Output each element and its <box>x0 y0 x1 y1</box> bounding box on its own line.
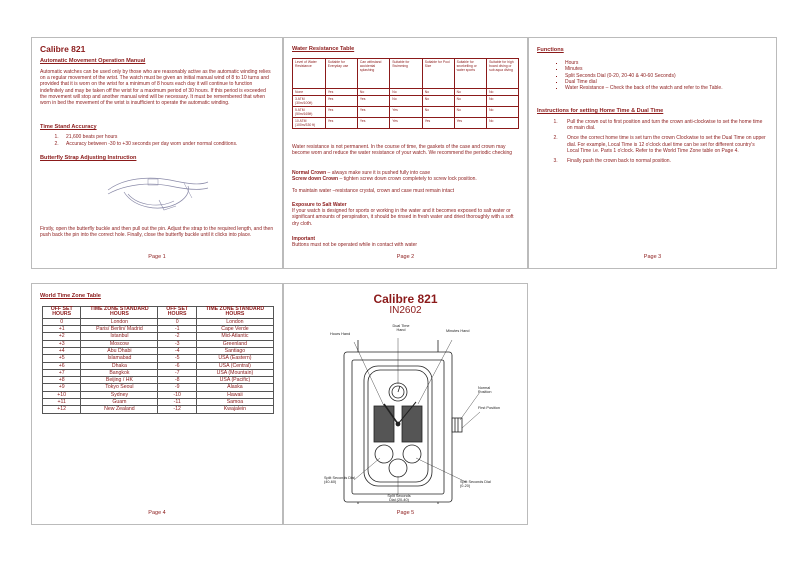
table-cell: +11 <box>43 399 81 406</box>
table-row <box>293 118 519 129</box>
table-cell: -2 <box>158 333 196 340</box>
label-hours-hand: Hours Hand <box>330 332 351 336</box>
label-normal-position: Normal Position <box>478 386 492 395</box>
list-item: ▪ Minutes <box>565 66 768 72</box>
table-row <box>43 362 274 369</box>
list-item: ▪ Hours <box>565 60 768 66</box>
table-cell: Beijing / HK <box>81 377 158 384</box>
table-cell: 5 ATM (50m/165ft) <box>293 107 326 118</box>
table-cell: +9 <box>43 384 81 391</box>
table-cell: Mid-Atlantic <box>196 333 273 340</box>
page5-title: Calibre 821 <box>373 292 438 306</box>
table-header-row <box>293 59 519 89</box>
table-row <box>43 391 274 398</box>
table-cell: +2 <box>43 333 81 340</box>
list-item: ▪ Split Seconds Dial (0-20, 20-40 & 40-60 Seconds) <box>565 73 768 79</box>
accuracy-list <box>40 134 274 147</box>
table-cell: Santiago <box>196 348 273 355</box>
table-cell: No <box>422 96 454 107</box>
model-number: IN2602 <box>389 305 422 316</box>
table-cell: Hawaii <box>196 391 273 398</box>
page1-title: Calibre 821 <box>40 44 86 54</box>
table-cell: USA (Pacific) <box>196 377 273 384</box>
label-minutes-hand: Minutes Hand <box>446 329 470 333</box>
table-cell: No <box>487 89 519 96</box>
table-cell: -7 <box>158 369 196 376</box>
page-2 <box>283 37 528 269</box>
table-header-cell: Suitable for snorkelling or water sports <box>454 59 487 89</box>
exposure-heading: Exposure to Salt Water <box>292 202 347 208</box>
resist-text: Water resistance is not permanent. In the course of time, the gaskets of the case and crown may become worn and reduce the water resistance of your watch. We recommend the periodic checking <box>292 144 513 157</box>
instructions-steps <box>537 119 768 164</box>
table-cell: No <box>422 89 454 96</box>
table-header-cell: Suitable for high board diving or sub aqua diving <box>487 59 519 89</box>
table-cell: Moscow <box>81 340 158 347</box>
page-number: Page 4 <box>148 510 166 516</box>
list-item: ▪ Water Resistance – Check the back of the watch and refer to the Table. <box>565 85 768 91</box>
screw-crown-line <box>292 176 519 182</box>
table-cell: +7 <box>43 369 81 376</box>
table-header-cell: Suitable for Everyday use <box>325 59 357 89</box>
page-number: Page 2 <box>396 254 415 260</box>
table-cell: Samoa <box>196 399 273 406</box>
table-cell: 0 <box>43 318 81 325</box>
table-row <box>43 340 274 347</box>
table-cell: -1 <box>158 326 196 333</box>
table-cell: Yes <box>325 96 357 107</box>
table-cell: None <box>293 89 326 96</box>
table-cell: USA (Eastern) <box>196 355 273 362</box>
table-header-row <box>43 307 274 319</box>
table-row <box>43 326 274 333</box>
table-row <box>43 318 274 325</box>
table-cell: Cape Verde <box>196 326 273 333</box>
table-cell: Abu Dhabi <box>81 348 158 355</box>
table-cell: Kwajalein <box>196 406 273 413</box>
table-cell: Yes <box>325 107 357 118</box>
label-first-position: First Position <box>478 406 500 410</box>
table-cell: +8 <box>43 377 81 384</box>
table-cell: No <box>454 89 487 96</box>
table-cell: London <box>196 318 273 325</box>
table-cell: USA (Central) <box>196 362 273 369</box>
table-cell: +6 <box>43 362 81 369</box>
world-time-table <box>42 306 274 414</box>
table-cell: Sydney <box>81 391 158 398</box>
butterfly-buckle-illustration <box>104 170 214 216</box>
watch-diagram <box>284 320 529 504</box>
page-number: Page 5 <box>396 510 415 516</box>
table-cell: +10 <box>43 391 81 398</box>
important-heading: Important <box>292 236 316 242</box>
table-cell: +1 <box>43 326 81 333</box>
table-cell: -12 <box>158 406 196 413</box>
exposure-text: If your watch is designed for sports or working in the water and it becomes exposed to salt water or significant amounts of perspiration, it should be rinsed in fresh water and dried thoroughly with a soft dry cloth. <box>292 208 514 227</box>
table-cell: +12 <box>43 406 81 413</box>
table-cell: Yes <box>357 96 389 107</box>
strap-heading: Butterfly Strap Adjusting Instruction <box>40 155 137 161</box>
water-resistance-table <box>292 58 519 129</box>
table-cell: No <box>454 107 487 118</box>
table-cell: +5 <box>43 355 81 362</box>
list-item: 2. Once the correct home time is set turn the crown Clockwise to set the Dual Time on upper dial. For example, Local Time is 12 o'clock duel time can be set for different country's Local Time i.e. Paris 1 o'clock. Refer to the World Time Zone table on Page 4. <box>559 135 768 154</box>
table-header-cell: OFF SET HOURS <box>158 307 196 319</box>
table-header-cell: Suitable for Swimming <box>390 59 422 89</box>
label-split-40-60: Split Seconds Dial (40-60) <box>324 476 355 485</box>
table-cell: London <box>81 318 158 325</box>
table-cell: No <box>487 96 519 107</box>
table-cell: Bangkok <box>81 369 158 376</box>
table-row <box>43 406 274 413</box>
table-cell: Paris/ Berlin/ Madrid <box>81 326 158 333</box>
water-table-heading: Water Resistance Table <box>292 46 355 52</box>
table-row <box>43 377 274 384</box>
table-cell: -10 <box>158 391 196 398</box>
list-item: ▪ Dual Time dial <box>565 79 768 85</box>
world-time-heading: World Time Zone Table <box>40 293 101 299</box>
table-cell: -8 <box>158 377 196 384</box>
functions-heading: Functions <box>537 47 564 53</box>
table-cell: Dhaka <box>81 362 158 369</box>
table-cell: Tokyo Seoul <box>81 384 158 391</box>
table-cell: New Zealand <box>81 406 158 413</box>
table-header-cell: Can withstand accidental splashing <box>357 59 389 89</box>
table-cell: +4 <box>43 348 81 355</box>
table-row <box>293 107 519 118</box>
table-cell: No <box>422 107 454 118</box>
table-cell: No <box>487 118 519 129</box>
table-cell: -11 <box>158 399 196 406</box>
table-cell: -3 <box>158 340 196 347</box>
manual-text: Automatic watches can be used only by those who are reasonably active as the automatic winding relies on a regular movement of the wrist. The watch must be given an initial manual wind of 8 to 10 turns and provided that it is worn on the wrist for a minimum of 8 hours each day it will continue to function indefinitely and may be taken off the wrist for a maximum period of 30 hours. If this period is exceeded the movement will stop and another manual wind will be necessary. It must be remembered that when worn in bed the movement of the wrist is insufficient to operate the automatic winding. <box>40 69 271 107</box>
important-text: Buttons must not be operated while in contact with water <box>292 242 418 249</box>
table-cell: No <box>357 89 389 96</box>
normal-crown-text: – always make sure it is pushed fully into case <box>326 170 431 176</box>
list-item: 3. Finally push the crown back to normal position. <box>559 158 768 164</box>
table-cell: 3 ATM (30m/100ft) <box>293 96 326 107</box>
table-header-cell: TIME ZONE STANDARD HOURS <box>196 307 273 319</box>
table-row <box>43 384 274 391</box>
table-cell: No <box>390 96 422 107</box>
table-cell: No <box>487 107 519 118</box>
table-cell: Yes <box>357 107 389 118</box>
label-split-20-40: Split Seconds Dial (20-40) <box>387 494 411 503</box>
table-row <box>293 96 519 107</box>
table-cell: Yes <box>422 118 454 129</box>
table-cell: Yes <box>454 118 487 129</box>
functions-list <box>537 60 768 91</box>
table-row <box>43 399 274 406</box>
table-cell: USA (Mountain) <box>196 369 273 376</box>
table-header-cell: Level of Water Resistance <box>293 59 326 89</box>
label-split-0-20: Split Seconds Dial (0-20) <box>460 480 491 489</box>
table-cell: +3 <box>43 340 81 347</box>
table-cell: -9 <box>158 384 196 391</box>
accuracy-item: 1. 21,600 beats per hours <box>60 134 274 140</box>
table-header-cell: TIME ZONE STANDARD HOURS <box>81 307 158 319</box>
page-1 <box>31 37 283 269</box>
table-row <box>43 369 274 376</box>
table-row <box>293 89 519 96</box>
strap-text: Firstly, open the butterfly buckle and then pull out the pin. Adjust the strap to the required length, and then push back the pin into the correct hole. Finally, close the butterfly buckle until it clicks into place. <box>40 226 274 239</box>
table-row <box>43 333 274 340</box>
table-header-cell: OFF SET HOURS <box>43 307 81 319</box>
page-4 <box>31 283 283 525</box>
table-cell: Istanbul <box>81 333 158 340</box>
table-cell: Guam <box>81 399 158 406</box>
table-cell: Yes <box>390 107 422 118</box>
table-row <box>43 348 274 355</box>
table-cell: 0 <box>158 318 196 325</box>
table-cell: -4 <box>158 348 196 355</box>
page-number: Page 3 <box>643 254 662 260</box>
normal-crown-label: Normal Crown <box>292 170 327 176</box>
accuracy-heading: Time Stand Accuracy <box>40 124 97 130</box>
table-header-cell: Suitable for Pool Size <box>422 59 454 89</box>
maintain-text: To maintain water –resistance crystal, crown and case must remain intact <box>292 188 455 194</box>
table-cell: Islamabad <box>81 355 158 362</box>
list-item: 1. Pull the crown out to first position and turn the crown anti-clockwise to set the home time on main dial. <box>559 119 768 131</box>
manual-heading: Automatic Movement Operation Manual <box>40 58 146 64</box>
screw-crown-text: – tighten screw down crown completely to screw lock position. <box>338 176 477 183</box>
instructions-heading: Instructions for setting Home Time & Dual Time <box>537 108 664 114</box>
table-cell: 10 ATM (100m/330 ft) <box>293 118 326 129</box>
table-cell: -5 <box>158 355 196 362</box>
table-cell: Yes <box>325 89 357 96</box>
page-3 <box>528 37 777 269</box>
table-cell: Yes <box>390 118 422 129</box>
table-cell: Alaska <box>196 384 273 391</box>
table-cell: No <box>390 89 422 96</box>
table-cell: Yes <box>357 118 389 129</box>
table-row <box>43 355 274 362</box>
table-cell: Greenland <box>196 340 273 347</box>
accuracy-item: 2. Accuracy between -30 to +30 seconds per day worn under normal conditions. <box>60 141 274 147</box>
table-cell: -6 <box>158 362 196 369</box>
page-number: Page 1 <box>148 254 166 260</box>
table-cell: No <box>454 96 487 107</box>
table-cell: Yes <box>325 118 357 129</box>
page-5 <box>283 283 528 525</box>
screw-crown-label: Screw down Crown <box>292 176 339 183</box>
label-dual-time-hand: Dual Time Hand <box>392 324 410 333</box>
